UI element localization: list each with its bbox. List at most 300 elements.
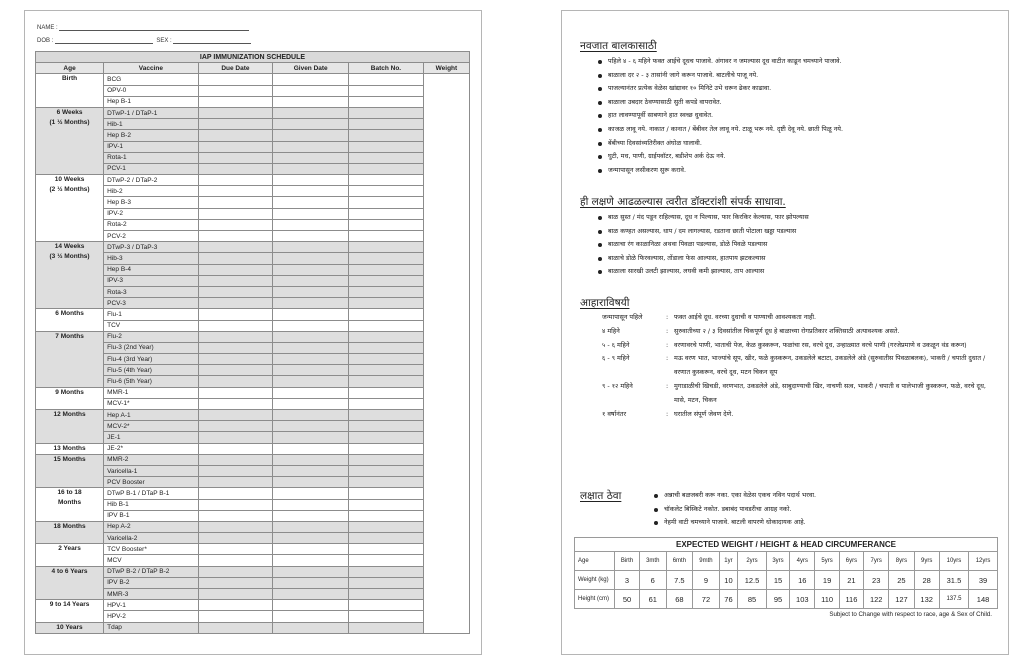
age-row-cell: 3yrs xyxy=(766,552,789,571)
batch-no-cell[interactable] xyxy=(349,130,424,141)
growth-title: EXPECTED WEIGHT / HEIGHT & HEAD CIRCUMFERANCE xyxy=(575,538,998,552)
due-date-cell[interactable] xyxy=(198,320,273,331)
batch-no-cell[interactable] xyxy=(349,622,424,633)
vaccine-cell: PCV Booster xyxy=(104,477,198,488)
height-row-cell: 116 xyxy=(839,590,863,609)
given-date-cell[interactable] xyxy=(273,208,349,219)
batch-no-cell[interactable] xyxy=(349,152,424,163)
given-date-cell[interactable] xyxy=(273,163,349,174)
batch-no-cell[interactable] xyxy=(349,253,424,264)
dob-line[interactable] xyxy=(55,38,153,44)
given-date-cell[interactable] xyxy=(273,533,349,544)
table-row xyxy=(36,107,470,118)
due-date-cell[interactable] xyxy=(198,544,273,555)
batch-no-cell[interactable] xyxy=(349,387,424,398)
batch-no-cell[interactable] xyxy=(349,465,424,476)
batch-no-cell[interactable] xyxy=(349,320,424,331)
guidance-page xyxy=(561,10,1009,655)
due-date-cell[interactable] xyxy=(198,421,273,432)
due-date-cell[interactable] xyxy=(198,309,273,320)
given-date-cell[interactable] xyxy=(273,141,349,152)
given-date-cell[interactable] xyxy=(273,410,349,421)
weight-row-cell: 19 xyxy=(815,571,839,590)
age-row-cell: 1yr xyxy=(719,552,737,571)
batch-no-cell[interactable] xyxy=(349,521,424,532)
given-date-cell[interactable] xyxy=(273,387,349,398)
batch-no-cell[interactable] xyxy=(349,107,424,118)
age-row-cell: 4yrs xyxy=(790,552,815,571)
age-cell: 14 Weeks (3 ½ Months) xyxy=(36,242,104,309)
due-date-cell[interactable] xyxy=(198,74,273,85)
age-row-cell: 3mth xyxy=(639,552,666,571)
dob-sex-field: DOB : SEX : xyxy=(37,38,251,44)
batch-no-cell[interactable] xyxy=(349,286,424,297)
batch-no-cell[interactable] xyxy=(349,376,424,387)
given-date-cell[interactable] xyxy=(273,242,349,253)
vaccine-cell: Flu-1 xyxy=(104,309,198,320)
batch-no-cell[interactable] xyxy=(349,398,424,409)
due-date-cell[interactable] xyxy=(198,107,273,118)
due-date-cell[interactable] xyxy=(198,589,273,600)
height-row-label: Height (cm) xyxy=(575,590,615,609)
due-date-cell[interactable] xyxy=(198,141,273,152)
given-date-cell[interactable] xyxy=(273,309,349,320)
given-date-cell[interactable] xyxy=(273,566,349,577)
vaccine-cell: MMR-3 xyxy=(104,589,198,600)
growth-note: Subject to Change with respect to race, age & Sex of Child. xyxy=(829,611,992,618)
age-row-cell: 7yrs xyxy=(864,552,889,571)
given-date-cell[interactable] xyxy=(273,175,349,186)
height-row-cell: 137.5 xyxy=(939,590,968,609)
due-date-cell[interactable] xyxy=(198,219,273,230)
batch-no-cell[interactable] xyxy=(349,331,424,342)
diet-colon: : xyxy=(666,313,669,321)
due-date-cell[interactable] xyxy=(198,242,273,253)
diet-text: फक्त आईचे दूध. वरच्या दुधाची व पाण्याची आवश्यकता नाही. xyxy=(674,313,817,321)
given-date-cell[interactable] xyxy=(273,264,349,275)
batch-no-cell[interactable] xyxy=(349,499,424,510)
vaccine-cell: MCV xyxy=(104,555,198,566)
given-date-cell[interactable] xyxy=(273,320,349,331)
given-date-cell[interactable] xyxy=(273,398,349,409)
batch-no-cell[interactable] xyxy=(349,354,424,365)
age-cell: 6 Weeks (1 ½ Months) xyxy=(36,107,104,174)
vaccine-cell: Hep B-1 xyxy=(104,96,198,107)
age-cell: 16 to 18 Months xyxy=(36,488,104,522)
due-date-cell[interactable] xyxy=(198,85,273,96)
vaccine-cell: Hib-1 xyxy=(104,119,198,130)
weight-row-cell: 28 xyxy=(914,571,939,590)
due-date-cell[interactable] xyxy=(198,533,273,544)
batch-no-cell[interactable] xyxy=(349,96,424,107)
weight-row-cell: 39 xyxy=(969,571,998,590)
age-row-cell: 5yrs xyxy=(815,552,839,571)
age-cell: 4 to 6 Years xyxy=(36,566,104,600)
remember-list xyxy=(654,489,816,530)
height-row-cell: 148 xyxy=(969,590,998,609)
vaccine-cell: Hep B-4 xyxy=(104,264,198,275)
batch-no-cell[interactable] xyxy=(349,589,424,600)
batch-no-cell[interactable] xyxy=(349,186,424,197)
given-date-cell[interactable] xyxy=(273,74,349,85)
height-row-cell: 50 xyxy=(615,590,640,609)
age-cell: 9 to 14 Years xyxy=(36,600,104,622)
due-date-cell[interactable] xyxy=(198,152,273,163)
age-row-cell: 10yrs xyxy=(939,552,968,571)
batch-no-cell[interactable] xyxy=(349,342,424,353)
given-date-cell[interactable] xyxy=(273,600,349,611)
due-date-cell[interactable] xyxy=(198,454,273,465)
table-row xyxy=(36,74,470,85)
given-date-cell[interactable] xyxy=(273,354,349,365)
vaccine-cell: DTwP-2 / DTaP-2 xyxy=(104,175,198,186)
vaccine-cell: Hib-2 xyxy=(104,186,198,197)
batch-no-cell[interactable] xyxy=(349,231,424,242)
vaccine-cell: Varicella-2 xyxy=(104,533,198,544)
batch-no-cell[interactable] xyxy=(349,219,424,230)
diet-text: मऊ वरण भात, भाज्यांचे सूप, खीर, फळे कुस्करून, उकडलेले बटाटा, उकडलेले अंडे (सुरुवातीस पिवळाबलक), भाकरी / चपाती दुधात / वरणात कुस्करून, वरचे दूध, मटन चिकन सूप xyxy=(674,354,986,377)
vaccine-cell: HPV-1 xyxy=(104,600,198,611)
given-date-cell[interactable] xyxy=(273,231,349,242)
list-item: चॉकलेट बिस्किटे नकोत. डबाबंद पावडरीचा आग्रह नको. xyxy=(654,503,816,517)
vaccine-cell: PCV-3 xyxy=(104,298,198,309)
batch-no-cell[interactable] xyxy=(349,208,424,219)
batch-no-cell[interactable] xyxy=(349,141,424,152)
due-date-cell[interactable] xyxy=(198,622,273,633)
batch-no-cell[interactable] xyxy=(349,510,424,521)
list-item: काजळ लावू नये. नाकात / कानात / बेंबीवर तेल लावू नये. टाळू भरू नये. दृष्टी देवू नये. छाती पिळू नये. xyxy=(598,123,843,137)
list-item: बाळाला दर २ - ३ तासांनी जागे करून पाजावे. बाटलीचे पाजू नये. xyxy=(598,69,843,83)
given-date-cell[interactable] xyxy=(273,555,349,566)
list-item: बाळ कण्हत असल्यास, धाप / दम लागल्यास, रडताना छाती पोटाला खड्डा पडल्यास xyxy=(598,225,809,239)
batch-no-cell[interactable] xyxy=(349,298,424,309)
due-date-cell[interactable] xyxy=(198,275,273,286)
vaccine-cell: JE-2* xyxy=(104,443,198,454)
due-date-cell[interactable] xyxy=(198,175,273,186)
list-item: हात लावण्यापूर्वी साबणाने हात स्वच्छ धुवावेत. xyxy=(598,109,843,123)
batch-no-cell[interactable] xyxy=(349,175,424,186)
due-date-cell[interactable] xyxy=(198,231,273,242)
due-date-cell[interactable] xyxy=(198,432,273,443)
due-date-cell[interactable] xyxy=(198,510,273,521)
table-row xyxy=(36,454,470,465)
weight-row-label: Weight (kg) xyxy=(575,571,615,590)
height-row-cell: 76 xyxy=(719,590,737,609)
weight-row-cell: 15 xyxy=(766,571,789,590)
vaccine-cell: OPV-0 xyxy=(104,85,198,96)
batch-no-cell[interactable] xyxy=(349,264,424,275)
due-date-cell[interactable] xyxy=(198,376,273,387)
batch-no-cell[interactable] xyxy=(349,555,424,566)
batch-no-cell[interactable] xyxy=(349,74,424,85)
given-date-cell[interactable] xyxy=(273,152,349,163)
given-date-cell[interactable] xyxy=(273,499,349,510)
age-row-label: Age xyxy=(575,552,615,571)
due-date-cell[interactable] xyxy=(198,600,273,611)
column-header: Vaccine xyxy=(104,63,198,74)
due-date-cell[interactable] xyxy=(198,410,273,421)
batch-no-cell[interactable] xyxy=(349,443,424,454)
given-date-cell[interactable] xyxy=(273,253,349,264)
batch-no-cell[interactable] xyxy=(349,163,424,174)
height-row-cell: 127 xyxy=(889,590,914,609)
vaccine-cell: TCV xyxy=(104,320,198,331)
vaccine-cell: Tdap xyxy=(104,622,198,633)
age-row-cell: 6yrs xyxy=(839,552,863,571)
batch-no-cell[interactable] xyxy=(349,432,424,443)
age-cell: 12 Months xyxy=(36,410,104,444)
given-date-cell[interactable] xyxy=(273,219,349,230)
weight-row-cell: 25 xyxy=(889,571,914,590)
given-date-cell[interactable] xyxy=(273,186,349,197)
due-date-cell[interactable] xyxy=(198,488,273,499)
column-header: Age xyxy=(36,63,104,74)
given-date-cell[interactable] xyxy=(273,577,349,588)
diet-colon: : xyxy=(666,354,669,363)
list-item: नेहमी वाटी चमच्याने पाजावे. बाटली वापरणे धोकादायक आहे. xyxy=(654,516,816,530)
age-row-cell: 12yrs xyxy=(969,552,998,571)
due-date-cell[interactable] xyxy=(198,555,273,566)
given-date-cell[interactable] xyxy=(273,96,349,107)
column-header: Batch No. xyxy=(349,63,424,74)
due-date-cell[interactable] xyxy=(198,354,273,365)
batch-no-cell[interactable] xyxy=(349,85,424,96)
vaccine-cell: BCG xyxy=(104,74,198,85)
given-date-cell[interactable] xyxy=(273,130,349,141)
diet-age: १ वर्षानंतर xyxy=(602,409,627,418)
due-date-cell[interactable] xyxy=(198,387,273,398)
given-date-cell[interactable] xyxy=(273,331,349,342)
due-date-cell[interactable] xyxy=(198,331,273,342)
age-row-cell: 8yrs xyxy=(889,552,914,571)
vaccine-cell: Flu-6 (5th Year) xyxy=(104,376,198,387)
due-date-cell[interactable] xyxy=(198,365,273,376)
due-date-cell[interactable] xyxy=(198,286,273,297)
column-header: Due Date xyxy=(198,63,273,74)
immunization-table xyxy=(35,51,470,634)
newborn-heading: नवजात बालकासाठी xyxy=(580,40,657,52)
given-date-cell[interactable] xyxy=(273,521,349,532)
due-date-cell[interactable] xyxy=(198,130,273,141)
list-item: बाळाचे डोळे फिरवल्यास, तोंडाला फेस आल्यास, हातपाय झटकल्यास xyxy=(598,252,809,266)
weight-row-cell: 12.5 xyxy=(738,571,767,590)
due-date-cell[interactable] xyxy=(198,611,273,622)
vaccine-cell: Hep B-2 xyxy=(104,130,198,141)
due-date-cell[interactable] xyxy=(198,443,273,454)
diet-age: ६ - ९ महिने xyxy=(602,354,630,363)
age-row-cell: 9yrs xyxy=(914,552,939,571)
weight-row xyxy=(575,571,998,590)
diet-age: जन्मापासून पहिले xyxy=(602,313,643,321)
given-date-cell[interactable] xyxy=(273,465,349,476)
table-row xyxy=(36,488,470,499)
batch-no-cell[interactable] xyxy=(349,421,424,432)
table-row xyxy=(36,410,470,421)
immunization-page xyxy=(24,10,482,655)
due-date-cell[interactable] xyxy=(198,566,273,577)
diet-age: ५ - ६ महिने xyxy=(602,340,630,349)
given-date-cell[interactable] xyxy=(273,275,349,286)
warning-list xyxy=(598,211,809,279)
due-date-cell[interactable] xyxy=(198,521,273,532)
age-row-cell: Birth xyxy=(615,552,640,571)
due-date-cell[interactable] xyxy=(198,119,273,130)
vaccine-cell: PCV-1 xyxy=(104,163,198,174)
name-label: NAME xyxy=(37,25,55,31)
list-item: पाजल्यानंतर प्रत्येक वेळेस खांद्यावर १० मिनिटे उभे धरून ढेकर काढावा. xyxy=(598,82,843,96)
batch-no-cell[interactable] xyxy=(349,611,424,622)
batch-no-cell[interactable] xyxy=(349,197,424,208)
table-row xyxy=(36,566,470,577)
given-date-cell[interactable] xyxy=(273,365,349,376)
table-row xyxy=(36,331,470,342)
batch-no-cell[interactable] xyxy=(349,275,424,286)
diet-heading: आहाराविषयी xyxy=(580,297,630,309)
remember-heading: लक्षात ठेवा xyxy=(580,490,622,502)
diet-colon: : xyxy=(666,326,669,335)
given-date-cell[interactable] xyxy=(273,510,349,521)
vaccine-cell: Flu-4 (3rd Year) xyxy=(104,354,198,365)
vaccine-cell: DTwP B-2 / DTaP B-2 xyxy=(104,566,198,577)
vaccine-cell: Flu-5 (4th Year) xyxy=(104,365,198,376)
given-date-cell[interactable] xyxy=(273,107,349,118)
given-date-cell[interactable] xyxy=(273,589,349,600)
vaccine-cell: IPV-1 xyxy=(104,141,198,152)
due-date-cell[interactable] xyxy=(198,298,273,309)
age-cell: 6 Months xyxy=(36,309,104,331)
due-date-cell[interactable] xyxy=(198,264,273,275)
name-field: NAME : xyxy=(37,25,249,31)
height-row-cell: 122 xyxy=(864,590,889,609)
weight-cell[interactable] xyxy=(423,74,469,633)
batch-no-cell[interactable] xyxy=(349,544,424,555)
due-date-cell[interactable] xyxy=(198,398,273,409)
vaccine-cell: DTwP-1 / DTaP-1 xyxy=(104,107,198,118)
age-cell: 13 Months xyxy=(36,443,104,454)
diet-age: ४ महिने xyxy=(602,326,620,335)
age-cell: 7 Months xyxy=(36,331,104,387)
due-date-cell[interactable] xyxy=(198,465,273,476)
sex-label: SEX xyxy=(156,38,169,44)
given-date-cell[interactable] xyxy=(273,342,349,353)
given-date-cell[interactable] xyxy=(273,119,349,130)
due-date-cell[interactable] xyxy=(198,477,273,488)
vaccine-cell: JE-1 xyxy=(104,432,198,443)
list-item: बाळ सुस्त / मंद पडून राहिल्यास, दूध न पिल्यास, फार किरकिर केल्यास, फार झोपल्यास xyxy=(598,211,809,225)
vaccine-cell: TCV Booster* xyxy=(104,544,198,555)
given-date-cell[interactable] xyxy=(273,443,349,454)
weight-row-cell: 10 xyxy=(719,571,737,590)
height-row-cell: 132 xyxy=(914,590,939,609)
due-date-cell[interactable] xyxy=(198,96,273,107)
age-cell: 18 Months xyxy=(36,521,104,543)
list-item: अन्नाची बळजबरी करू नका. एका वेळेस एकच नविन पदार्थ भरवा. xyxy=(654,489,816,503)
due-date-cell[interactable] xyxy=(198,186,273,197)
given-date-cell[interactable] xyxy=(273,421,349,432)
vaccine-cell: Rota-1 xyxy=(104,152,198,163)
vaccine-cell: Varicella-1 xyxy=(104,465,198,476)
given-date-cell[interactable] xyxy=(273,432,349,443)
age-cell: 15 Months xyxy=(36,454,104,488)
due-date-cell[interactable] xyxy=(198,499,273,510)
batch-no-cell[interactable] xyxy=(349,119,424,130)
vaccine-cell: MCV-2* xyxy=(104,421,198,432)
due-date-cell[interactable] xyxy=(198,197,273,208)
height-row-cell: 85 xyxy=(738,590,767,609)
table-row xyxy=(36,622,470,633)
given-date-cell[interactable] xyxy=(273,454,349,465)
vaccine-cell: Hib B-1 xyxy=(104,499,198,510)
given-date-cell[interactable] xyxy=(273,197,349,208)
diet-text: घरातील संपूर्ण जेवण देणे. xyxy=(674,409,734,418)
batch-no-cell[interactable] xyxy=(349,365,424,376)
given-date-cell[interactable] xyxy=(273,286,349,297)
sex-line[interactable] xyxy=(173,38,251,44)
given-date-cell[interactable] xyxy=(273,298,349,309)
diet-row xyxy=(602,311,996,325)
schedule-title: IAP IMMUNIZATION SCHEDULE xyxy=(36,52,470,63)
due-date-cell[interactable] xyxy=(198,577,273,588)
batch-no-cell[interactable] xyxy=(349,309,424,320)
batch-no-cell[interactable] xyxy=(349,454,424,465)
due-date-cell[interactable] xyxy=(198,342,273,353)
batch-no-cell[interactable] xyxy=(349,488,424,499)
weight-row-cell: 31.5 xyxy=(939,571,968,590)
vaccine-cell: PCV-2 xyxy=(104,231,198,242)
list-item: जन्मापासून लसीकरण सुरू करावे. xyxy=(598,164,843,178)
batch-no-cell[interactable] xyxy=(349,533,424,544)
vaccine-cell: Rota-2 xyxy=(104,219,198,230)
column-header: Weight xyxy=(423,63,469,74)
age-row-cell: 6mth xyxy=(666,552,693,571)
list-item: बाळाचा रंग काळानिळा अथवा पिवळा पडल्यास, डोळे पिवळे पडल्यास xyxy=(598,238,809,252)
batch-no-cell[interactable] xyxy=(349,477,424,488)
due-date-cell[interactable] xyxy=(198,253,273,264)
batch-no-cell[interactable] xyxy=(349,577,424,588)
given-date-cell[interactable] xyxy=(273,544,349,555)
given-date-cell[interactable] xyxy=(273,488,349,499)
batch-no-cell[interactable] xyxy=(349,600,424,611)
table-row xyxy=(36,600,470,611)
batch-no-cell[interactable] xyxy=(349,566,424,577)
vaccine-cell: Hep B-3 xyxy=(104,197,198,208)
vaccine-cell: IPV B-2 xyxy=(104,577,198,588)
vaccine-cell: MMR-1 xyxy=(104,387,198,398)
growth-table xyxy=(574,537,998,609)
due-date-cell[interactable] xyxy=(198,163,273,174)
due-date-cell[interactable] xyxy=(198,208,273,219)
batch-no-cell[interactable] xyxy=(349,242,424,253)
vaccine-cell: Flu-3 (2nd Year) xyxy=(104,342,198,353)
name-line[interactable] xyxy=(59,25,249,31)
height-row xyxy=(575,590,998,609)
weight-row-cell: 23 xyxy=(864,571,889,590)
weight-row-cell: 7.5 xyxy=(666,571,693,590)
given-date-cell[interactable] xyxy=(273,611,349,622)
table-row xyxy=(36,544,470,555)
weight-row-cell: 6 xyxy=(639,571,666,590)
given-date-cell[interactable] xyxy=(273,622,349,633)
diet-text: मुगाडाळीची खिचडी, वरणभात, उकडलेले अंडे, साबुदाण्याची खिर, नाचणी सत्व, भाकरी / चपाती व पालेभाजी कुस्करून, फळे, वरचे दूध, मासे, मटन, चिकन xyxy=(674,381,986,404)
given-date-cell[interactable] xyxy=(273,85,349,96)
batch-no-cell[interactable] xyxy=(349,410,424,421)
given-date-cell[interactable] xyxy=(273,477,349,488)
table-row xyxy=(36,242,470,253)
age-row-cell: 2yrs xyxy=(738,552,767,571)
dob-label: DOB xyxy=(37,38,51,44)
vaccine-cell: DTwP-3 / DTaP-3 xyxy=(104,242,198,253)
given-date-cell[interactable] xyxy=(273,376,349,387)
